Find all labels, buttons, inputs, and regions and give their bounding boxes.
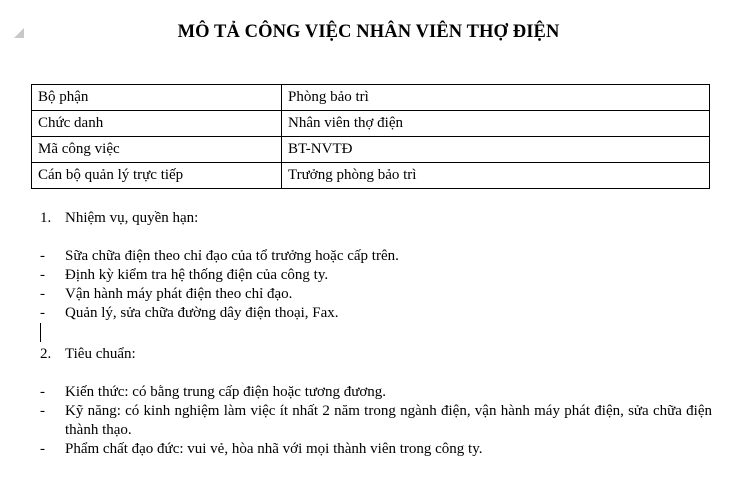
bullet-dash: -	[40, 267, 45, 283]
list-item	[40, 266, 712, 285]
table-cell-value: Nhân viên thợ điện	[282, 111, 710, 137]
table-cell-label: Mã công việc	[32, 137, 282, 163]
table-row	[32, 111, 710, 137]
list-item	[40, 304, 712, 323]
bullet-dash: -	[40, 305, 45, 321]
list-item-text: Kiến thức: có bằng trung cấp điện hoặc tương đương.	[65, 384, 387, 400]
table-row	[32, 137, 710, 163]
text-cursor	[40, 323, 41, 342]
list-item	[40, 247, 712, 266]
section-number: 2.	[40, 346, 52, 362]
list-item-text: Quản lý, sửa chữa đường dây điện thoại, Fax.	[65, 305, 339, 321]
standards-list	[40, 383, 712, 459]
section-number: 1.	[40, 210, 52, 226]
section-title: Nhiệm vụ, quyền hạn:	[65, 210, 199, 226]
bullet-dash: -	[40, 384, 45, 400]
document-title: MÔ TẢ CÔNG VIỆC NHÂN VIÊN THỢ ĐIỆN	[177, 22, 560, 42]
list-item-text: Định kỳ kiểm tra hệ thống điện của công ty.	[65, 267, 329, 283]
table-cell-value: Trưởng phòng bảo trì	[282, 163, 710, 189]
section-heading-standards	[40, 345, 136, 363]
list-item-text: Sữa chữa điện theo chỉ đạo của tổ trưởng hoặc cấp trên.	[65, 248, 399, 264]
list-item	[40, 285, 712, 304]
bullet-dash: -	[40, 441, 45, 457]
list-item	[40, 402, 712, 440]
bullet-dash: -	[40, 248, 45, 264]
table-cell-label: Cán bộ quản lý trực tiếp	[32, 163, 282, 189]
list-item	[40, 440, 712, 459]
table-cell-value: Phòng bảo trì	[282, 85, 710, 111]
table-row	[32, 163, 710, 189]
table-cell-value: BT-NVTĐ	[282, 137, 710, 163]
job-info-table	[31, 84, 710, 189]
table-row	[32, 85, 710, 111]
section-heading-duties	[40, 209, 198, 227]
section-title: Tiêu chuẩn:	[65, 346, 136, 362]
list-item	[40, 383, 712, 402]
list-item-text: Vận hành máy phát điện theo chỉ đạo.	[65, 286, 293, 302]
table-cell-label: Chức danh	[32, 111, 282, 137]
list-item-text: Phẩm chất đạo đức: vui vẻ, hòa nhã với mọi thành viên trong công ty.	[65, 441, 483, 457]
duties-list	[40, 247, 712, 323]
table-cell-label: Bộ phận	[32, 85, 282, 111]
bullet-dash: -	[40, 403, 45, 419]
bullet-dash: -	[40, 286, 45, 302]
list-item-text: Kỹ năng: có kinh nghiệm làm việc ít nhất 2 năm trong ngành điện, vận hành máy phát điện, sửa chữa điện thành thạo.	[65, 403, 712, 438]
